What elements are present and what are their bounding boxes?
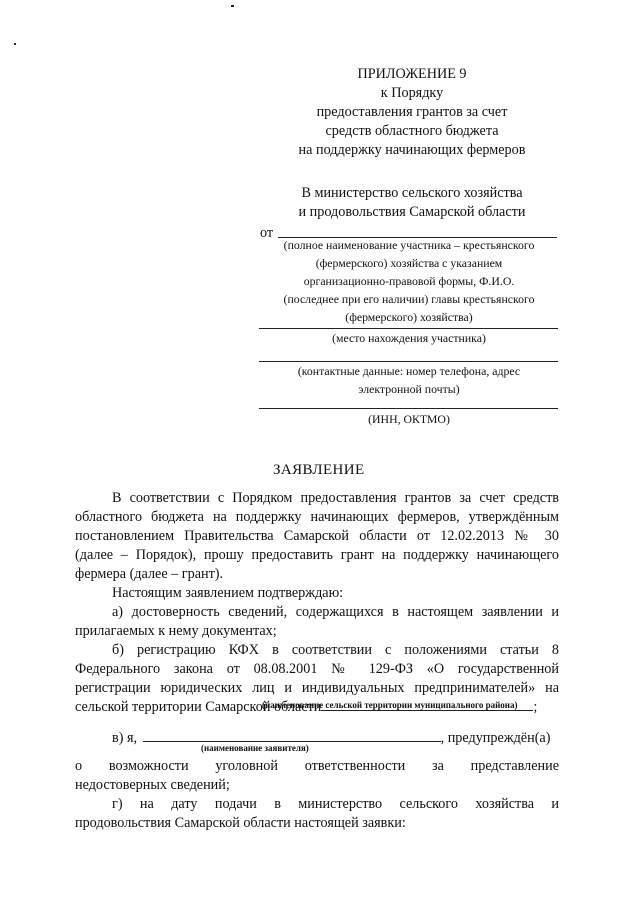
appendix-line: средств областного бюджета: [325, 123, 499, 139]
item-v-line: [112, 729, 558, 748]
item-b-line: регистрации юридических лиц и индивидуальных предпринимателей» на: [75, 680, 559, 696]
applicant-hint: (наименование заявителя): [201, 743, 309, 753]
location-hint: (место нахождения участника): [332, 331, 486, 345]
item-v-start: в) я,: [112, 730, 138, 746]
confirm-line: Настоящим заявлением подтверждаю:: [112, 585, 344, 601]
item-a-line: прилагаемых к нему документах;: [75, 623, 277, 639]
from-label: от: [260, 225, 274, 241]
appendix-block: [270, 65, 554, 160]
item-b-text: сельской территории Самарской области: [75, 699, 322, 715]
item-v-end: , предупреждён(а): [440, 730, 551, 746]
appendix-line: на поддержку начинающих фермеров: [298, 142, 526, 158]
appendix-line: предоставления грантов за счет: [316, 104, 508, 120]
item-b-line: Федерального закона от 08.08.2001 № 129-ФЗ «О государственной: [75, 661, 559, 677]
addressee-line: В министерство сельского хозяйства: [301, 185, 523, 201]
addressee-block: [270, 184, 554, 222]
contacts-hint: (контактные данные: номер телефона, адрес электронной почты): [297, 364, 521, 396]
item-b-end: ;: [533, 699, 538, 715]
intro-line: (далее – Порядок), прошу предоставить грант на поддержку начинающего: [75, 547, 559, 563]
appendix-line: к Порядку: [380, 85, 444, 101]
intro-line: постановлением Правительства Самарской области от 12.02.2013 № 30: [75, 528, 559, 544]
item-v-cont-line: недостоверных сведений;: [75, 777, 230, 793]
item-g-line: г) на дату подачи в министерство сельского хозяйства и: [112, 796, 559, 812]
appendix-title: ПРИЛОЖЕНИЕ 9: [357, 66, 467, 82]
item-b-line: б) регистрацию КФХ в соответствии с положениями статьи 8: [112, 642, 559, 658]
territory-hint: (наименование сельской территории муниципального района): [262, 700, 518, 710]
applicant-field[interactable]: [143, 741, 441, 742]
scan-speck: [14, 43, 16, 45]
item-v-cont: [75, 757, 559, 833]
item-v-cont-line: о возможности уголовной ответственности за представление: [75, 758, 559, 774]
participant-hint: (полное наименование участника – крестьянского (фермерского) хозяйства с указанием организационно-правовой формы, Ф.И.О. (последнее при его наличии) главы крестьянского (фермерского) хозяйства): [283, 238, 535, 324]
inn-underline[interactable]: [259, 408, 558, 409]
intro-line: В соответствии с Порядком предоставления грантов за счет средств: [112, 490, 559, 506]
item-a-line: а) достоверность сведений, содержащихся в настоящем заявлении и: [112, 604, 559, 620]
inn-hint: (ИНН, ОКТМО): [368, 412, 450, 426]
statement-title: ЗАЯВЛЕНИЕ: [273, 462, 365, 478]
intro-line: фермера (далее – грант).: [75, 566, 224, 582]
item-g-line: продовольствия Самарской области настоящей заявки:: [75, 815, 406, 831]
addressee-line: и продовольствия Самарской области: [298, 204, 526, 220]
scan-speck: [231, 5, 234, 7]
statement-body: [75, 489, 559, 717]
intro-line: областного бюджета на поддержку начинающих фермеров, утверждённым: [75, 509, 559, 525]
